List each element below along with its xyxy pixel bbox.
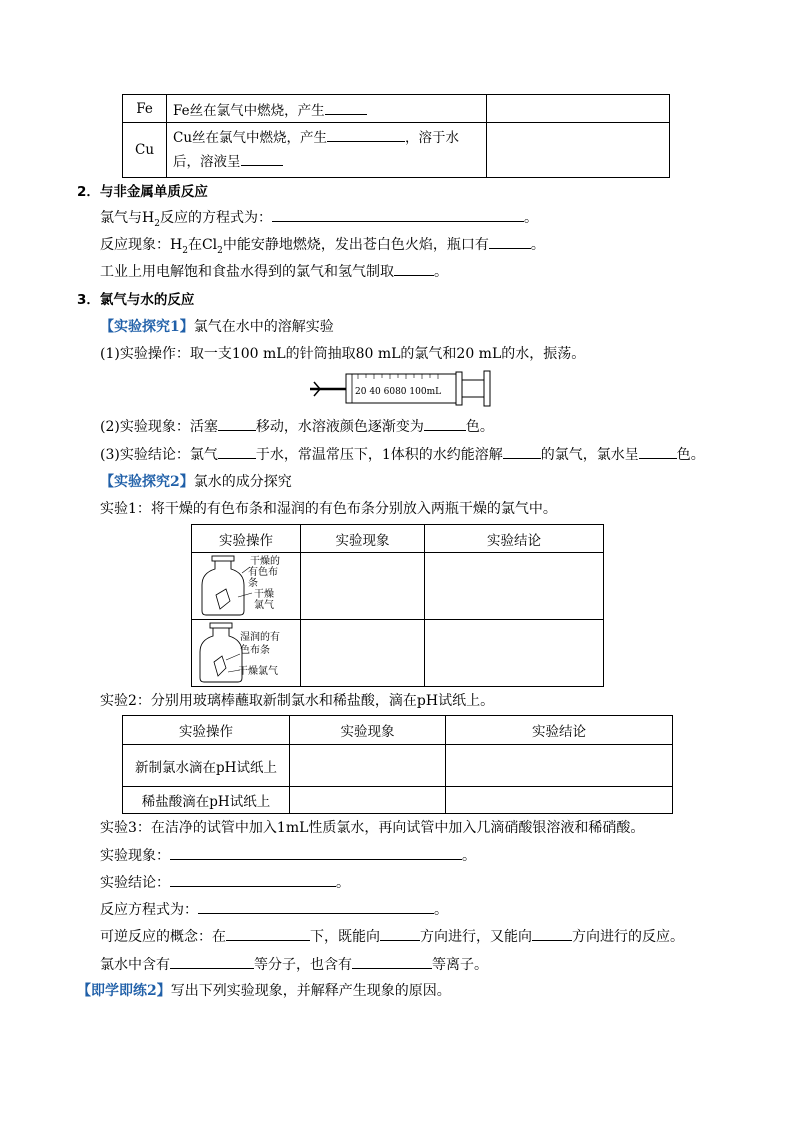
svg-text:干燥氯气: 干燥氯气	[238, 666, 278, 677]
blank[interactable]	[503, 444, 541, 459]
operation-line: (1)实验操作：取一支100 mL的针筒抽取80 mL的氯气和20 mL的水，振荡。	[100, 346, 586, 362]
cu-description: Cu丝在氯气中燃烧，产生 ，溶于水 后，溶液呈	[167, 123, 487, 178]
table-header: 实验现象	[301, 525, 425, 553]
experiment3-text: 实验3：在洁净的试管中加入1mL性质氯水，再向试管中加入几滴硝酸银溶液和稀硝酸。	[100, 820, 645, 836]
empty-cell	[425, 620, 604, 687]
syringe-plunger-head	[484, 371, 490, 406]
empty-cell	[301, 620, 425, 687]
empty-cell	[487, 123, 670, 178]
empty-cell	[446, 787, 673, 814]
blank[interactable]	[532, 926, 572, 941]
empty-cell	[487, 95, 670, 123]
exp3-conclusion-line: 实验结论： 。	[100, 872, 350, 892]
empty-cell	[301, 553, 425, 620]
blank[interactable]	[639, 444, 677, 459]
empty-cell	[290, 787, 446, 814]
explore2-line: 【实验探究2】氯水的成分探究	[100, 474, 292, 490]
practice-line: 【即学即练2】写出下列实验现象，并解释产生现象的原因。	[77, 983, 451, 999]
blank[interactable]	[170, 845, 462, 860]
table-header: 实验结论	[446, 716, 673, 745]
flask-wet-cell	[192, 620, 301, 687]
reaction-phenomenon-line: 反应现象：$H_2$在$Cl_2$中能安静地燃烧，发出苍白色火焰，瓶口有 。	[100, 234, 545, 256]
experiment1-table	[191, 524, 604, 687]
blank[interactable]	[218, 416, 256, 431]
blank[interactable]	[394, 261, 434, 276]
fe-description: Fe丝在氯气中燃烧，产生	[167, 95, 487, 123]
svg-text:干燥的: 干燥的	[250, 556, 280, 567]
chlorine-water-line: 氯水中含有 等分子，也含有 等离子。	[100, 954, 488, 974]
syringe-flange	[456, 372, 462, 405]
flask-wet-icon	[192, 620, 298, 686]
blank[interactable]	[327, 127, 405, 142]
syringe-ticks	[358, 374, 438, 379]
blank[interactable]	[226, 926, 310, 941]
table-header: 实验结论	[425, 525, 604, 553]
table-row-label: 新制氯水滴在pH试纸上	[123, 745, 290, 787]
blank[interactable]	[170, 872, 336, 887]
experiment2-table	[122, 715, 673, 814]
syringe-plunger-rod	[462, 380, 484, 397]
industry-line: 工业上用电解饱和食盐水得到的氯气和氢气制取 。	[100, 261, 448, 281]
empty-cell	[446, 745, 673, 787]
syringe-illustration	[308, 368, 494, 408]
exp3-equation-line: 反应方程式为： 。	[100, 899, 448, 919]
flask-dry-cell	[192, 553, 301, 620]
blank[interactable]	[241, 151, 283, 166]
element-cell: Cu	[123, 123, 167, 178]
blank[interactable]	[325, 100, 367, 115]
h2-equation-line: 氯气与$H_2$反应的方程式为： 。	[100, 207, 538, 229]
section-heading: 3．氯气与水的反应	[77, 292, 195, 308]
svg-text:氯气: 氯气	[254, 600, 274, 611]
explore1-line: 【实验探究1】氯气在水中的溶解实验	[100, 319, 334, 335]
reversible-reaction-line: 可逆反应的概念：在 下，既能向 方向进行，又能向 方向进行的反应。	[100, 926, 684, 946]
blank[interactable]	[424, 416, 466, 431]
empty-cell	[290, 745, 446, 787]
svg-text:有色布: 有色布	[248, 567, 278, 578]
phenomenon-line: (2)实验现象：活塞 移动，水溶液颜色逐渐变为 色。	[100, 416, 494, 436]
table-header: 实验操作	[123, 716, 290, 745]
section-heading: 2．与非金属单质反应	[77, 184, 208, 200]
table-row-label: 稀盐酸滴在pH试纸上	[123, 787, 290, 814]
blank[interactable]	[489, 234, 531, 249]
syringe-scale-label: 20 40 6080 100mL	[355, 387, 442, 397]
experiment2-text: 实验2：分别用玻璃棒蘸取新制氯水和稀盐酸，滴在pH试纸上。	[100, 693, 495, 709]
svg-text:条: 条	[248, 578, 258, 589]
blank[interactable]	[352, 954, 432, 969]
blank[interactable]	[380, 926, 420, 941]
flask-dry-icon	[192, 553, 298, 619]
empty-cell	[425, 553, 604, 620]
conclusion-line: (3)实验结论：氯气 于水，常温常压下，1体积的水约能溶解 的氯气，氯水呈 色。	[100, 444, 705, 464]
table-header: 实验现象	[290, 716, 446, 745]
svg-text:干燥: 干燥	[254, 589, 274, 600]
svg-text:色布条: 色布条	[240, 645, 270, 656]
experiment1-text: 实验1：将干燥的有色布条和湿润的有色布条分别放入两瓶干燥的氯气中。	[100, 501, 557, 517]
svg-text:湿润的有: 湿润的有	[240, 632, 280, 643]
exp3-phenomenon-line: 实验现象： 。	[100, 845, 476, 865]
reaction-table	[122, 94, 670, 178]
blank[interactable]	[218, 444, 256, 459]
blank[interactable]	[198, 899, 434, 914]
blank[interactable]	[170, 954, 254, 969]
table-header: 实验操作	[192, 525, 301, 553]
blank[interactable]	[272, 207, 524, 222]
element-cell: Fe	[123, 95, 167, 123]
